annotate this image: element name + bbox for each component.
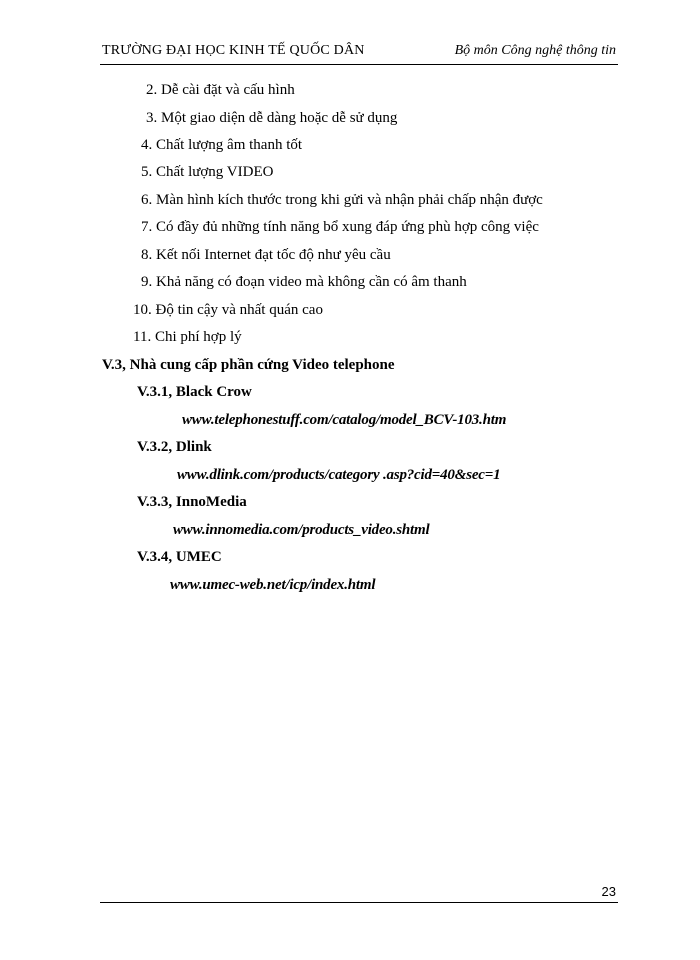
vendor-heading-black-crow: V.3.1, Black Crow <box>137 384 252 400</box>
list-item: 4. Chất lượng âm thanh tốt <box>141 137 303 153</box>
list-item: 7. Có đầy đủ những tính năng bổ xung đáp ứng phù hợp công việc <box>141 219 539 235</box>
vendor-url-dlink[interactable]: www.dlink.com/products/category .asp?cid=40&sec=1 <box>177 467 501 483</box>
list-item: 9. Khả năng có đoạn video mà không cần có âm thanh <box>141 274 467 290</box>
vendor-url-umec[interactable]: www.umec-web.net/icp/index.html <box>170 577 376 593</box>
section-title: V.3, Nhà cung cấp phần cứng Video telephone <box>102 357 395 373</box>
list-item: 10. Độ tin cậy và nhất quán cao <box>133 302 323 318</box>
list-item: 8. Kết nối Internet đạt tốc độ như yêu cầu <box>141 247 391 263</box>
footer-divider <box>100 902 618 903</box>
header-department: Bộ môn Công nghệ thông tin <box>454 43 616 58</box>
vendor-url-black-crow[interactable]: www.telephonestuff.com/catalog/model_BCV-103.htm <box>182 412 507 428</box>
vendor-heading-innomedia: V.3.3, InnoMedia <box>137 494 247 510</box>
vendor-url-innomedia[interactable]: www.innomedia.com/products_video.shtml <box>173 522 430 538</box>
list-item: 11. Chi phí hợp lý <box>133 329 242 345</box>
page-number: 23 <box>601 884 616 899</box>
list-item: 6. Màn hình kích thước trong khi gửi và nhận phải chấp nhận được <box>141 192 543 208</box>
list-item: 5. Chất lượng VIDEO <box>141 164 274 180</box>
header-university: TRƯỜNG ĐẠI HỌC KINH TẾ QUỐC DÂN <box>102 43 365 58</box>
header-divider <box>100 64 618 65</box>
vendor-heading-dlink: V.3.2, Dlink <box>137 439 212 455</box>
list-item: 2. Dễ cài đặt và cấu hình <box>146 82 295 98</box>
list-item: 3. Một giao diện dễ dàng hoặc dễ sử dụng <box>146 110 398 126</box>
vendor-heading-umec: V.3.4, UMEC <box>137 549 222 565</box>
